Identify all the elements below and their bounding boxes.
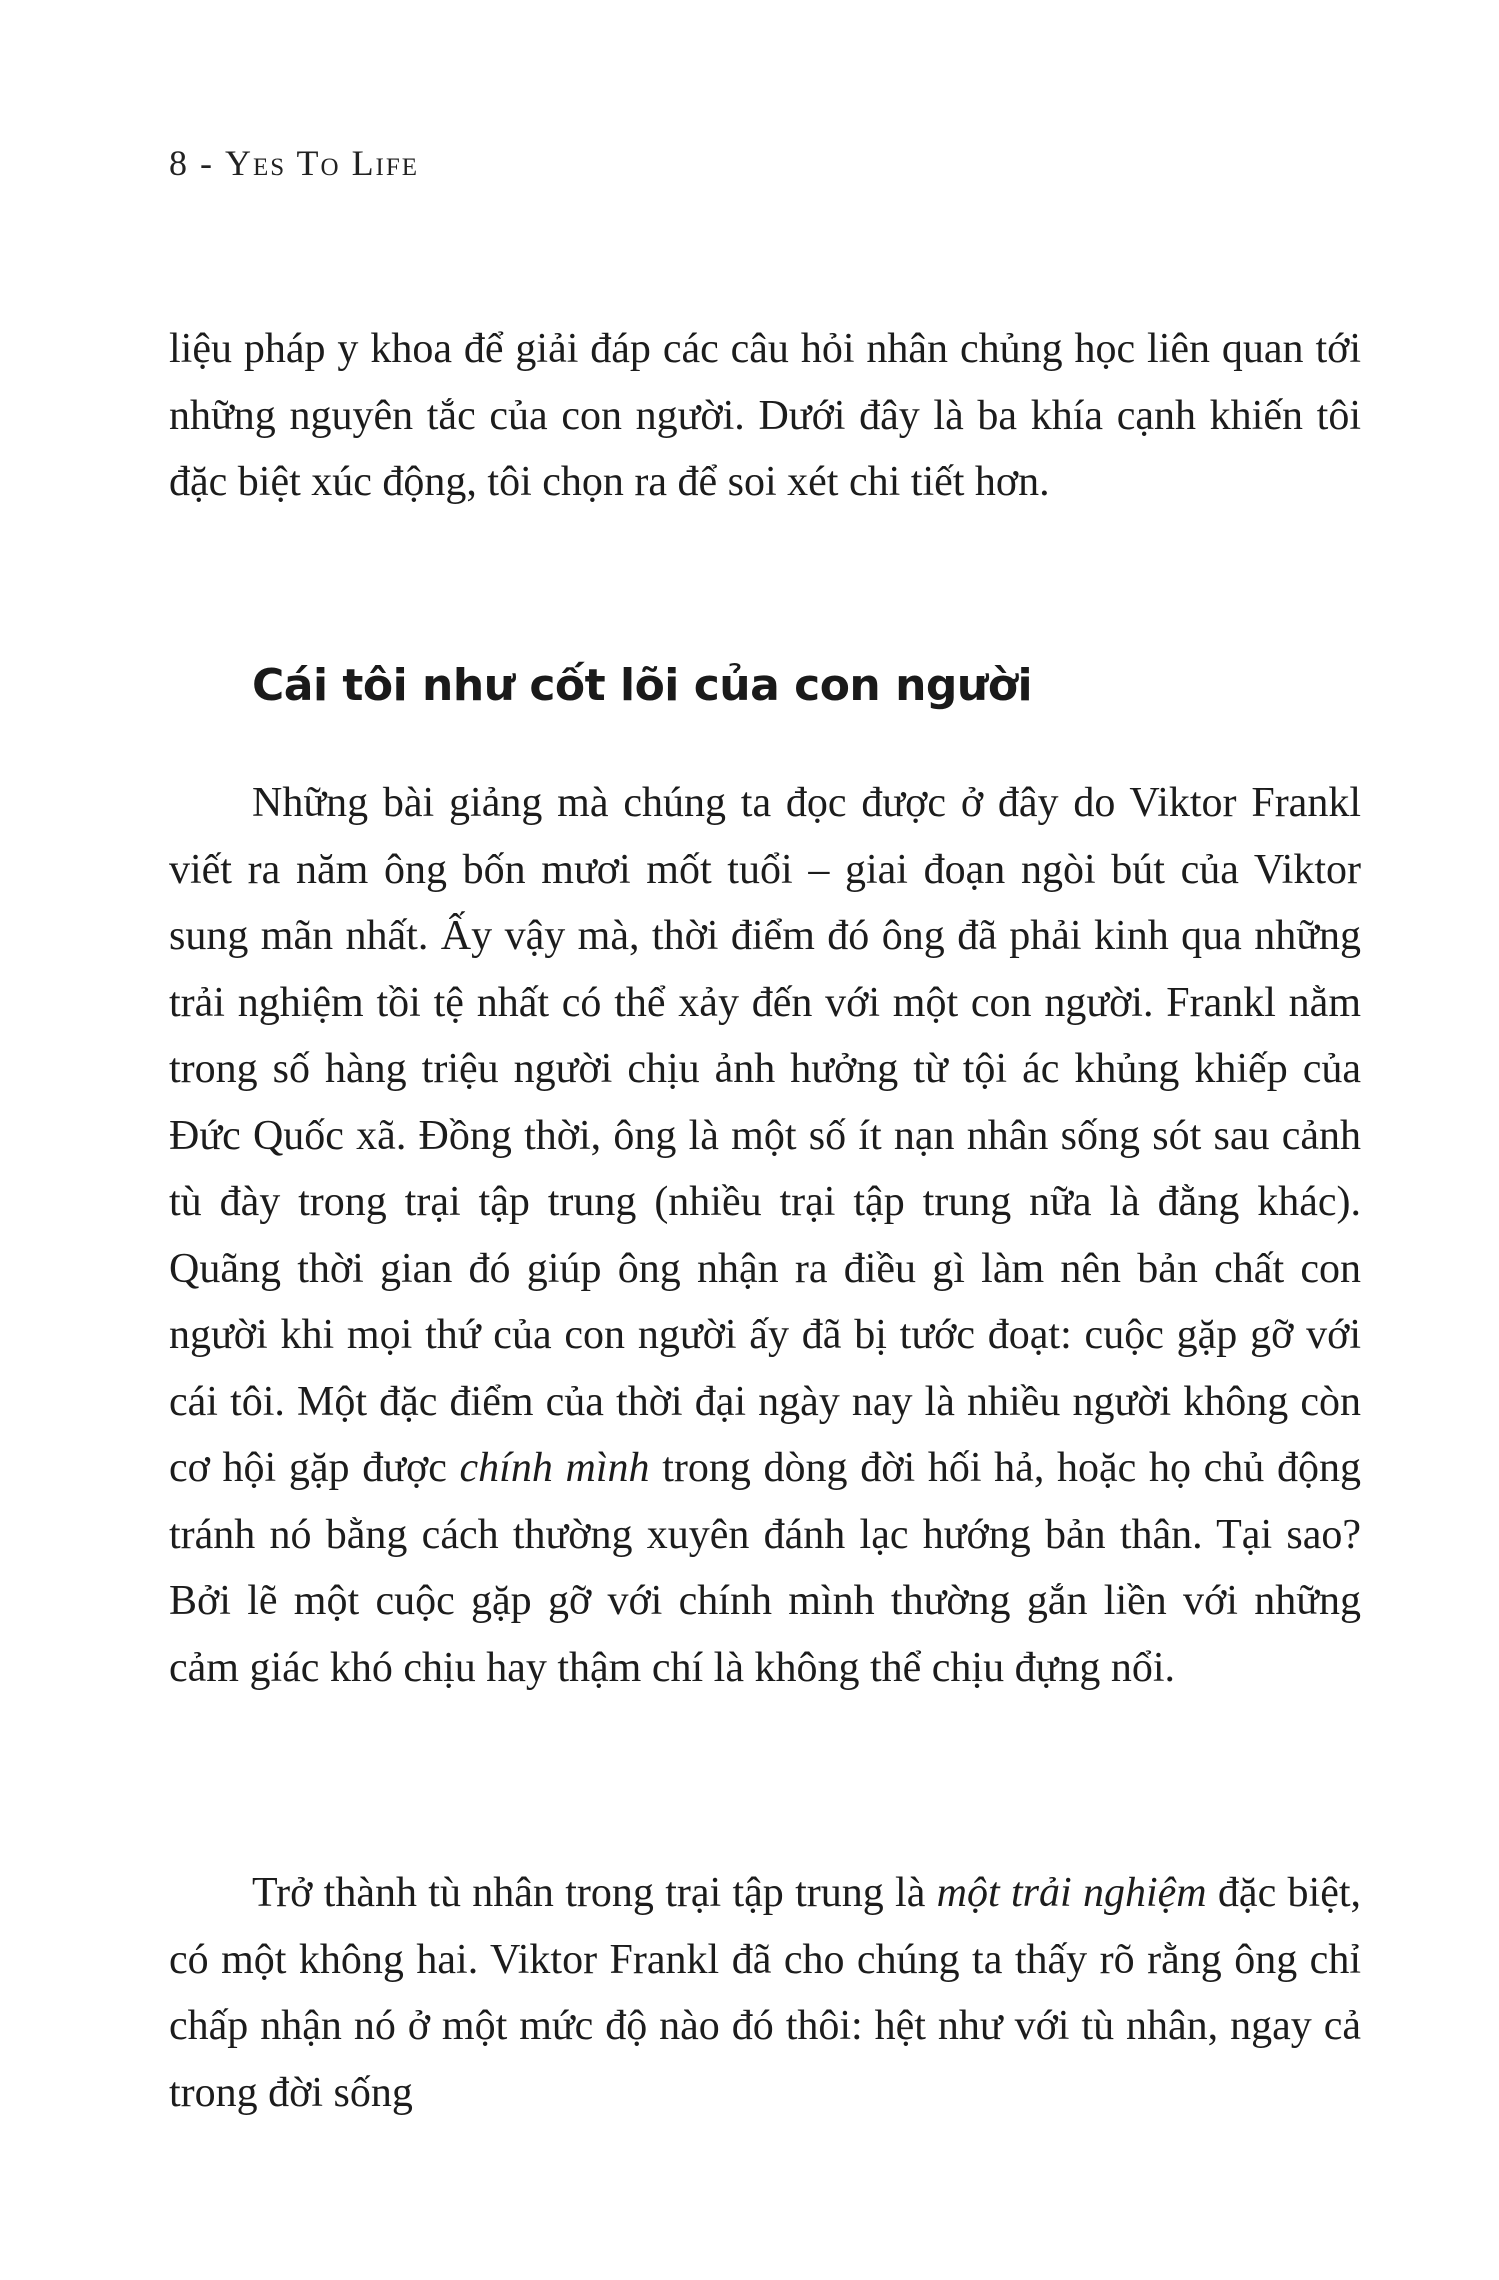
paragraph-2-text <box>169 770 1361 1701</box>
paragraph-3-part-2: đặc biệt, có một không hai. Viktor Frankl đã cho chúng ta thấy rõ rằng ông chỉ chấp nhận nó ở một mức độ nào đó thôi: hệt như với tù nhân, ngay cả trong đời sống <box>169 1870 1362 2116</box>
paragraph-2-part-2: trong dòng đời hối hả, hoặc họ chủ động tránh nó bằng cách thường xuyên đánh lạc hướng bản thân. Tại sao? Bởi lẽ một cuộc gặp gỡ với chính mình thường gắn liền với những cảm giác khó chịu hay thậm chí là không thể chịu đựng nổi. <box>169 1445 1361 1691</box>
running-head <box>169 142 419 184</box>
paragraph-3-text <box>169 1860 1361 2126</box>
running-head-separator: - <box>189 143 225 183</box>
paragraph-3-part-1: Trở thành tù nhân trong trại tập trung là <box>252 1870 937 1916</box>
paragraph-1 <box>169 316 1361 516</box>
paragraph-2-part-1: Những bài giảng mà chúng ta đọc được ở đây do Viktor Frankl viết ra năm ông bốn mươi mốt tuổi – giai đoạn ngòi bút của Viktor sung mãn nhất. Ấy vậy mà, thời điểm đó ông đã phải kinh qua những trải nghiệm tồi tệ nhất có thể xảy đến với một con người. Frankl nằm trong số hàng triệu người chịu ảnh hưởng từ tội ác khủng khiếp của Đức Quốc xã. Đồng thời, ông là một số ít nạn nhân sống sót sau cảnh tù đày trong trại tập trung (nhiều trại tập trung nữa là đằng khác). Quãng thời gian đó giúp ông nhận ra điều gì làm nên bản chất con người khi mọi thứ của con người ấy đã bị tước đoạt: cuộc gặp gỡ với cái tôi. Một đặc điểm của thời đại ngày nay là nhiều người không còn cơ hội gặp được <box>169 780 1361 1491</box>
paragraph-2 <box>169 770 1361 1701</box>
section-heading: Cái tôi như cốt lõi của con người <box>252 660 1033 711</box>
book-title: Yes To Life <box>225 143 420 183</box>
page-number: 8 <box>169 143 189 183</box>
paragraph-3 <box>169 1860 1361 2126</box>
paragraph-2-italic: chính mình <box>459 1445 650 1491</box>
paragraph-3-italic: một trải nghiệm <box>936 1870 1207 1916</box>
paragraph-1-text: liệu pháp y khoa để giải đáp các câu hỏi nhân chủng học liên quan tới những nguyên tắc của con người. Dưới đây là ba khía cạnh khiến tôi đặc biệt xúc động, tôi chọn ra để soi xét chi tiết hơn. <box>169 326 1361 505</box>
